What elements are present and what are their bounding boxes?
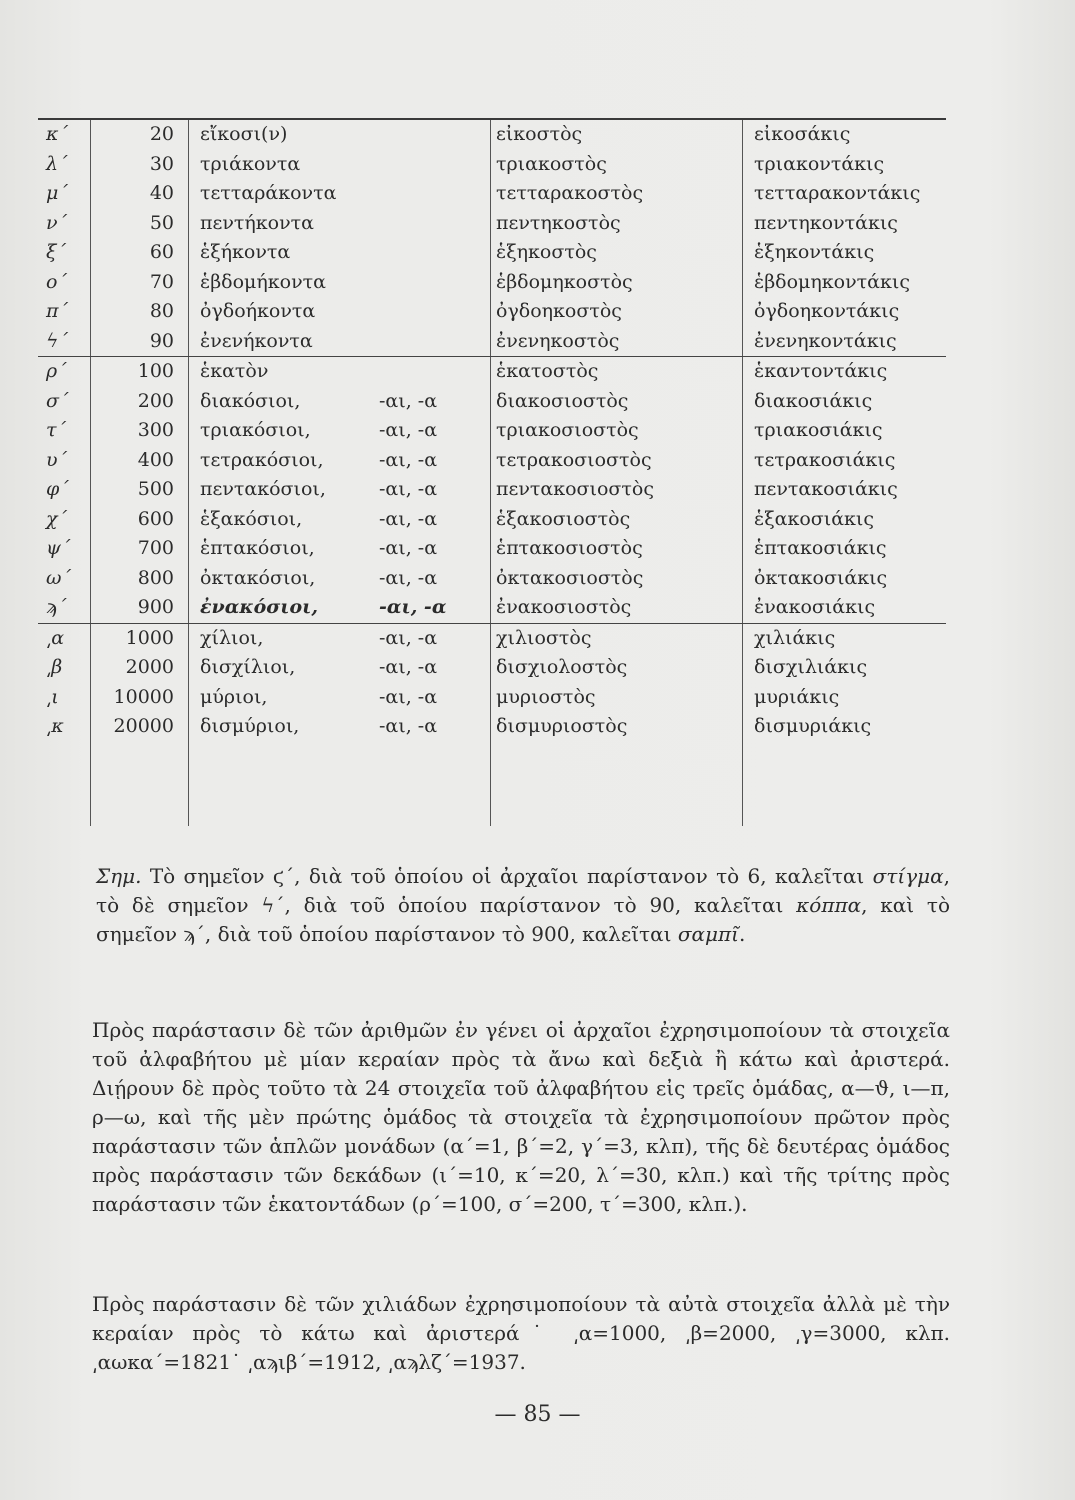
paragraph bbox=[38, 1290, 950, 1377]
arabic-number: 20000 bbox=[113, 715, 174, 737]
table-row bbox=[38, 179, 946, 209]
cardinal-word: πεντακόσιοι, bbox=[200, 478, 326, 500]
numeral-letter: ͵β bbox=[46, 656, 63, 678]
gender-endings: -αι, -α bbox=[379, 448, 438, 471]
ordinal-word: τριακοσιοστὸς bbox=[496, 419, 639, 441]
multiplicative-adverb: εἰκοσάκις bbox=[754, 123, 851, 145]
cardinal-word: τετταράκοντα bbox=[200, 182, 337, 204]
numerals-table bbox=[38, 118, 946, 742]
arabic-number: 600 bbox=[137, 507, 174, 530]
table-row bbox=[38, 209, 946, 239]
multiplicative-adverb: ἐνενηκοντάκις bbox=[754, 329, 897, 352]
cardinal-word: χίλιοι, bbox=[200, 626, 264, 649]
cardinal-word: τριάκοντα bbox=[200, 152, 301, 175]
multiplicative-adverb: ὀγδοηκοντάκις bbox=[754, 300, 900, 322]
numeral-letter: ω΄ bbox=[46, 566, 71, 589]
multiplicative-adverb: τετταρακοντάκις bbox=[754, 182, 921, 204]
ordinal-word: μυριοστὸς bbox=[496, 685, 596, 708]
ordinal-word: πεντακοσιοστὸς bbox=[496, 478, 654, 500]
ordinal-word: ὀκτακοσιοστὸς bbox=[496, 566, 644, 589]
arabic-number: 2000 bbox=[125, 656, 174, 678]
ordinal-word: ἑκατοστὸς bbox=[496, 360, 599, 382]
cardinal-word: εἴκοσι(ν) bbox=[200, 123, 288, 145]
numeral-letter: υ΄ bbox=[46, 448, 68, 471]
multiplicative-adverb: πεντηκοντάκις bbox=[754, 211, 898, 234]
cardinal-word: τριακόσιοι, bbox=[200, 419, 311, 441]
table-row bbox=[38, 593, 946, 623]
ordinal-word: δισχιολοστὸς bbox=[496, 656, 628, 678]
arabic-number: 90 bbox=[149, 329, 174, 352]
paragraph-text: Πρὸς παράστασιν δὲ τῶν χιλιάδων ἐχρησιμοποίουν τὰ αὐτὰ στοιχεῖα ἀλλὰ μὲ τὴν κεραίαν πρὸς τὸ κάτω καὶ ἀριστερά˙ ͵α=1000, ͵β=2000, ͵γ=3000, κλπ. ͵αωκα΄=1821˙ ͵αϡιβ΄=1912, ͵αϡλζ΄=1937. bbox=[92, 1292, 950, 1374]
term-sampi: σαμπῖ bbox=[677, 922, 739, 946]
gender-endings: -αι, -α bbox=[379, 389, 438, 412]
cardinal-word: ἑξακόσιοι, bbox=[200, 507, 303, 530]
paragraph-text: Πρὸς παράστασιν δὲ τῶν ἀριθμῶν ἐν γένει οἱ ἀρχαῖοι ἐχρησιμοποίουν τὰ στοιχεῖα τοῦ ἀλφαβήτου μὲ μίαν κεραίαν πρὸς τὰ ἄνω καὶ δεξιὰ ἢ κάτω καὶ ἀριστερά. Διῄρουν δὲ πρὸς τοῦτο τὰ 24 στοιχεῖα τοῦ ἀλφαβήτου εἰς τρεῖς ὁμάδας, α—ϑ, ι—π, ρ—ω, καὶ τῆς μὲν πρώτης ὁμάδος τὰ στοιχεῖα τὰ ἐχρησιμοποίουν πρῶτον πρὸς παράστασιν τῶν ἁπλῶν μονάδων (α΄=1, β΄=2, γ΄=3, κλπ), τῆς δὲ δευτέρας ὁμάδος πρὸς παράστασιν τῶν δεκάδων (ι΄=10, κ΄=20, λ΄=30, κλπ.) καὶ τῆς τρίτης πρὸς παράστασιν τῶν ἑκατοντάδων (ρ΄=100, σ΄=200, τ΄=300, κλπ.). bbox=[92, 1018, 950, 1216]
note-text: , τὸ δὲ σημεῖον ϟ΄, διὰ τοῦ ὁποίου παρίστανον τὸ 90, καλεῖται bbox=[96, 864, 950, 917]
arabic-number: 100 bbox=[137, 360, 174, 382]
multiplicative-adverb: διακοσιάκις bbox=[754, 389, 873, 412]
gender-endings: -αι, -α bbox=[379, 478, 438, 500]
term-stigma: στίγμα bbox=[872, 864, 944, 888]
footnote bbox=[38, 862, 950, 949]
gender-endings: -αι, -α bbox=[379, 596, 447, 618]
numeral-letter: λ΄ bbox=[46, 152, 68, 175]
note-text: Τὸ σημεῖον ϛ΄, διὰ τοῦ ὁποίου οἱ ἀρχαῖοι παρίστανον τὸ 6, καλεῖται bbox=[141, 864, 873, 888]
ordinal-word: τριακοστὸς bbox=[496, 152, 607, 175]
table-row bbox=[38, 624, 946, 654]
multiplicative-adverb: ἑξηκοντάκις bbox=[754, 241, 875, 263]
table-row bbox=[38, 446, 946, 476]
paragraph bbox=[38, 1016, 950, 1219]
cardinal-word: μύριοι, bbox=[200, 685, 268, 708]
ordinal-word: ὀγδοηκοστὸς bbox=[496, 300, 622, 322]
cardinal-word: τετρακόσιοι, bbox=[200, 448, 324, 471]
table-row bbox=[38, 150, 946, 180]
table-row bbox=[38, 653, 946, 683]
gender-endings: -αι, -α bbox=[379, 537, 438, 559]
arabic-number: 50 bbox=[149, 211, 174, 234]
term-koppa: κόππα bbox=[796, 893, 862, 917]
multiplicative-adverb: μυριάκις bbox=[754, 685, 840, 708]
table-row bbox=[38, 387, 946, 417]
arabic-number: 60 bbox=[149, 241, 174, 263]
numeral-letter: ο΄ bbox=[46, 270, 67, 293]
note-text: , καὶ τὸ σημεῖον ϡ΄, διὰ τοῦ ὁποίου παρίστανον τὸ 900, καλεῖται bbox=[96, 893, 951, 946]
table-row bbox=[38, 357, 946, 387]
numeral-letter: σ΄ bbox=[46, 389, 69, 412]
arabic-number: 700 bbox=[137, 537, 174, 559]
multiplicative-adverb: ἑκαντοντάκις bbox=[754, 360, 888, 382]
numeral-letter: μ΄ bbox=[46, 182, 68, 204]
table-group bbox=[38, 356, 946, 623]
table-row bbox=[38, 327, 946, 357]
table-row bbox=[38, 712, 946, 742]
ordinal-word: πεντηκοστὸς bbox=[496, 211, 621, 234]
table-row bbox=[38, 238, 946, 268]
cardinal-word: ἐνακόσιοι, bbox=[200, 596, 318, 618]
cardinal-word: πεντήκοντα bbox=[200, 211, 314, 234]
multiplicative-adverb: ἑξακοσιάκις bbox=[754, 507, 875, 530]
arabic-number: 20 bbox=[149, 123, 174, 145]
table-row bbox=[38, 505, 946, 535]
multiplicative-adverb: τριακοσιάκις bbox=[754, 419, 883, 441]
arabic-number: 300 bbox=[137, 419, 174, 441]
table-group bbox=[38, 623, 946, 742]
gender-endings: -αι, -α bbox=[379, 419, 438, 441]
numeral-letter: φ΄ bbox=[46, 478, 69, 500]
numeral-letter: ϡ΄ bbox=[46, 596, 67, 618]
arabic-number: 800 bbox=[137, 566, 174, 589]
ordinal-word: τετρακοσιοστὸς bbox=[496, 448, 652, 471]
ordinal-word: τετταρακοστὸς bbox=[496, 182, 644, 204]
ordinal-word: ἑπτακοσιοστὸς bbox=[496, 537, 643, 559]
numeral-letter: τ΄ bbox=[46, 419, 67, 441]
multiplicative-adverb: δισμυριάκις bbox=[754, 715, 872, 737]
table-row bbox=[38, 297, 946, 327]
numeral-letter: ψ΄ bbox=[46, 537, 71, 559]
note-text: . bbox=[738, 922, 746, 946]
ordinal-word: ἐνακοσιοστὸς bbox=[496, 596, 632, 618]
arabic-number: 1000 bbox=[125, 626, 174, 649]
numeral-letter: ͵α bbox=[46, 626, 65, 649]
numeral-letter: ͵κ bbox=[46, 715, 64, 737]
numeral-letter: ν΄ bbox=[46, 211, 68, 234]
cardinal-word: δισχίλιοι, bbox=[200, 656, 296, 678]
multiplicative-adverb: πεντακοσιάκις bbox=[754, 478, 898, 500]
multiplicative-adverb: ἐνακοσιάκις bbox=[754, 596, 876, 618]
arabic-number: 10000 bbox=[113, 685, 174, 708]
ordinal-word: ἑξηκοστὸς bbox=[496, 241, 597, 263]
arabic-number: 900 bbox=[137, 596, 174, 618]
cardinal-word: ὀγδοήκοντα bbox=[200, 300, 316, 322]
note-label: Σημ. bbox=[96, 864, 142, 888]
numeral-letter: χ΄ bbox=[46, 507, 68, 530]
numeral-letter: π΄ bbox=[46, 300, 68, 322]
arabic-number: 200 bbox=[137, 389, 174, 412]
cardinal-word: δισμύριοι, bbox=[200, 715, 300, 737]
cardinal-word: ἑπτακόσιοι, bbox=[200, 537, 315, 559]
numeral-letter: ͵ι bbox=[46, 685, 59, 708]
page-number: — 85 — bbox=[494, 1402, 581, 1427]
arabic-number: 30 bbox=[149, 152, 174, 175]
numeral-letter: ρ΄ bbox=[46, 360, 67, 382]
multiplicative-adverb: χιλιάκις bbox=[754, 626, 836, 649]
cardinal-word: ὀκτακόσιοι, bbox=[200, 566, 316, 589]
table-row bbox=[38, 564, 946, 594]
ordinal-word: ἑβδομηκοστὸς bbox=[496, 270, 633, 293]
multiplicative-adverb: δισχιλιάκις bbox=[754, 656, 868, 678]
arabic-number: 500 bbox=[137, 478, 174, 500]
numeral-letter: ξ΄ bbox=[46, 241, 66, 263]
table-row bbox=[38, 120, 946, 150]
multiplicative-adverb: ὀκτακοσιάκις bbox=[754, 566, 888, 589]
ordinal-word: δισμυριοστὸς bbox=[496, 715, 628, 737]
gender-endings: -αι, -α bbox=[379, 656, 438, 678]
cardinal-word: ἑξήκοντα bbox=[200, 241, 291, 263]
multiplicative-adverb: ἑπτακοσιάκις bbox=[754, 537, 887, 559]
gender-endings: -αι, -α bbox=[379, 626, 438, 649]
ordinal-word: εἰκοστὸς bbox=[496, 123, 583, 145]
arabic-number: 40 bbox=[149, 182, 174, 204]
cardinal-word: ἐνενήκοντα bbox=[200, 329, 313, 352]
gender-endings: -αι, -α bbox=[379, 566, 438, 589]
table-row bbox=[38, 683, 946, 713]
table-row bbox=[38, 268, 946, 298]
arabic-number: 80 bbox=[149, 300, 174, 322]
multiplicative-adverb: ἑβδομηκοντάκις bbox=[754, 270, 910, 293]
cardinal-word: ἑβδομήκοντα bbox=[200, 270, 326, 293]
gender-endings: -αι, -α bbox=[379, 507, 438, 530]
table-row bbox=[38, 534, 946, 564]
gender-endings: -αι, -α bbox=[379, 715, 438, 737]
table-row bbox=[38, 475, 946, 505]
table-group bbox=[38, 120, 946, 356]
gender-endings: -αι, -α bbox=[379, 685, 438, 708]
arabic-number: 70 bbox=[149, 270, 174, 293]
numeral-letter: κ΄ bbox=[46, 123, 68, 145]
numeral-letter: ϟ΄ bbox=[46, 329, 69, 352]
multiplicative-adverb: τριακοντάκις bbox=[754, 152, 885, 175]
ordinal-word: ἐνενηκοστὸς bbox=[496, 329, 620, 352]
ordinal-word: διακοσιοστὸς bbox=[496, 389, 629, 412]
arabic-number: 400 bbox=[137, 448, 174, 471]
ordinal-word: χιλιοστὸς bbox=[496, 626, 592, 649]
multiplicative-adverb: τετρακοσιάκις bbox=[754, 448, 896, 471]
cardinal-word: ἑκατὸν bbox=[200, 360, 269, 382]
table-row bbox=[38, 416, 946, 446]
ordinal-word: ἑξακοσιοστὸς bbox=[496, 507, 631, 530]
cardinal-word: διακόσιοι, bbox=[200, 389, 301, 412]
